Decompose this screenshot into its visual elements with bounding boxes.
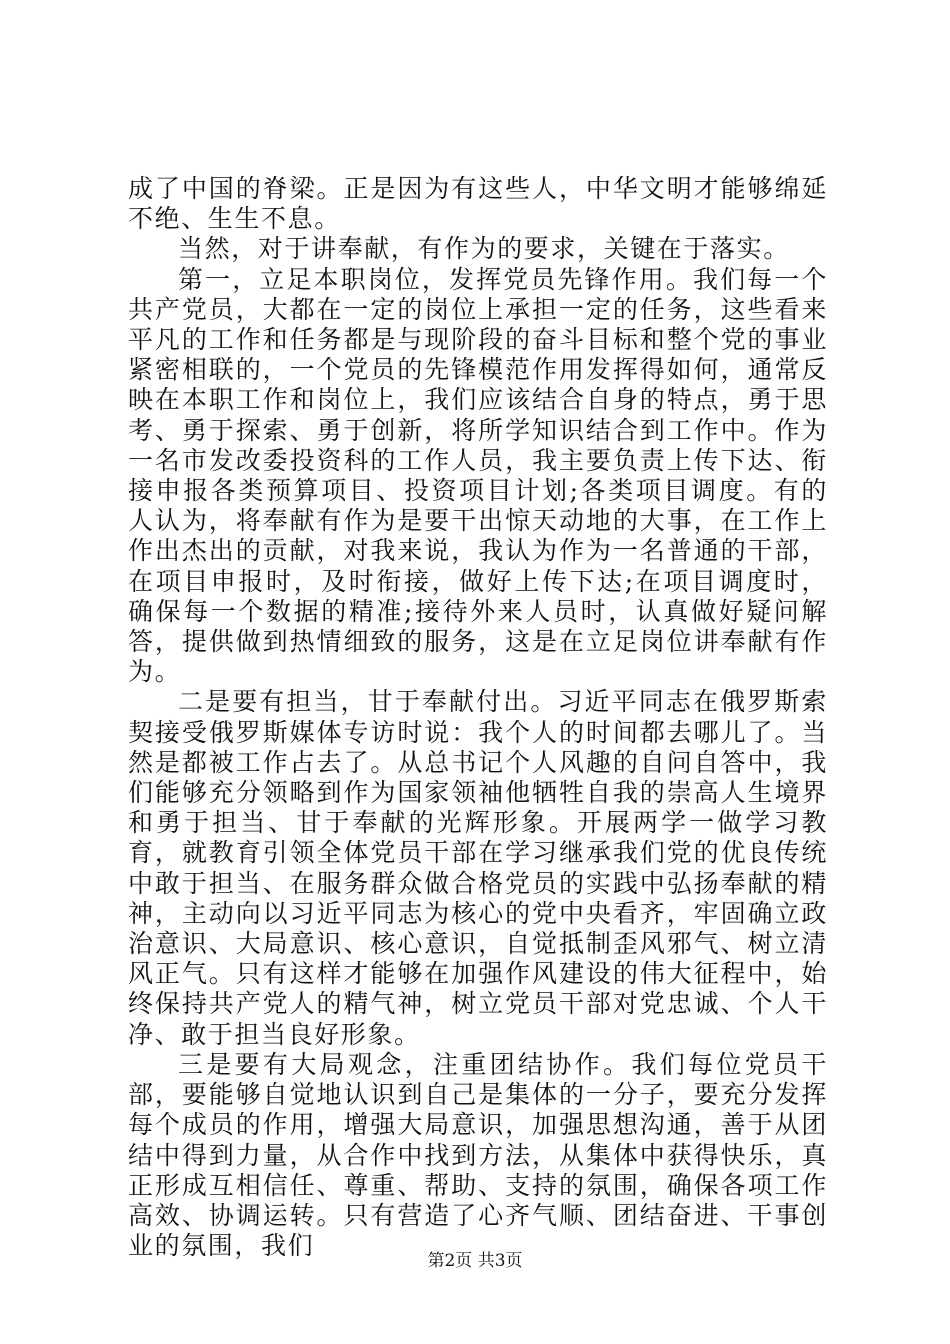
document-body: [128, 174, 828, 1261]
paragraph-1: 成了中国的脊梁。正是因为有这些人，中华文明才能够绵延不绝、生生不息。: [128, 174, 828, 234]
paragraph-4: 二是要有担当，甘于奉献付出。习近平同志在俄罗斯索契接受俄罗斯媒体专访时说：我个人的时间都去哪儿了。当然是都被工作占去了。从总书记个人风趣的自问自答中，我们能够充分领略到作为国家领袖他牺牲自我的崇高人生境界和勇于担当、甘于奉献的光辉形象。开展两学一做学习教育，就教育引领全体党员干部在学习继承我们党的优良传统中敢于担当、在服务群众做合格党员的实践中弘扬奉献的精神，主动向以习近平同志为核心的党中央看齐，牢固确立政治意识、大局意识、核心意识，自觉抵制歪风邪气、树立清风正气。只有这样才能够在加强作风建设的伟大征程中，始终保持共产党人的精气神，树立党员干部对党忠诚、个人干净、敢于担当良好形象。: [128, 687, 828, 1049]
page-footer: 第2页 共3页: [427, 1251, 523, 1271]
paragraph-3: 第一，立足本职岗位，发挥党员先锋作用。我们每一个共产党员，大都在一定的岗位上承担一定的任务，这些看来平凡的工作和任务都是与现阶段的奋斗目标和整个党的事业紧密相联的，一个党员的先锋模范作用发挥得如何，通常反映在本职工作和岗位上，我们应该结合自身的特点，勇于思考、勇于探索、勇于创新，将所学知识结合到工作中。作为一名市发改委投资科的工作人员，我主要负责上传下达、衔接申报各类预算项目、投资项目计划;各类项目调度。有的人认为，将奉献有作为是要干出惊天动地的大事，在工作上作出杰出的贡献，对我来说，我认为作为一名普通的干部，在项目申报时，及时衔接，做好上传下达;在项目调度时，确保每一个数据的精准;接待外来人员时，认真做好疑问解答，提供做到热情细致的服务，这是在立足岗位讲奉献有作为。: [128, 264, 828, 687]
paragraph-2: 当然，对于讲奉献，有作为的要求，关键在于落实。: [178, 234, 790, 264]
paragraph-5: 三是要有大局观念，注重团结协作。我们每位党员干部，要能够自觉地认识到自己是集体的一分子，要充分发挥每个成员的作用，增强大局意识，加强思想沟通，善于从团结中得到力量，从合作中找到方法，从集体中获得快乐，真正形成互相信任、尊重、帮助、支持的氛围，确保各项工作高效、协调运转。只有营造了心齐气顺、团结奋进、干事创业的氛围，我们: [128, 1049, 828, 1261]
